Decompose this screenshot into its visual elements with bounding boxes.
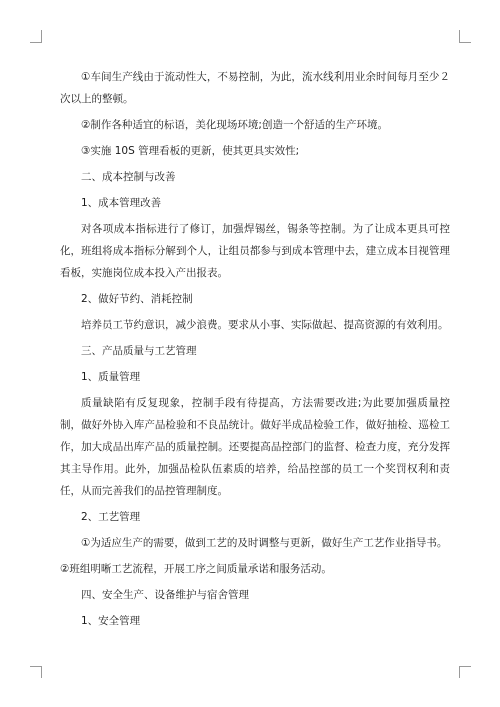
paragraph: ②制作各种适宜的标语，美化现场环境;创造一个舒适的生产环境。 — [81, 119, 388, 131]
crop-mark-top-left-h — [30, 42, 42, 43]
paragraph: 对各项成本指标进行了修订，加强焊锡丝，锡条等控制。为了让成本更具可控化，班组将成本指标分解到个人，让组员都参与到成本管理中去，建立成本目视管理看板，实施岗位成本投入产出报表。 — [60, 223, 450, 279]
paragraph: ①为适应生产的需要，做到工艺的及时调整与更新，做好生产工艺作业指导书。 — [81, 537, 448, 549]
document-page — [60, 66, 450, 636]
section-heading: 二、成本控制与改善 — [81, 171, 176, 183]
paragraph: ②班组明晰工艺流程，开展工序之间质量承诺和服务活动。 — [60, 563, 332, 575]
subsection-heading: 1、质量管理 — [81, 371, 141, 383]
subsection-heading: 1、成本管理改善 — [81, 197, 162, 209]
crop-mark-top-left-v — [41, 30, 42, 42]
subsection-heading: 2、做好节约、消耗控制 — [81, 293, 193, 305]
paragraph: 质量缺陷有反复现象，控制手段有待提高，方法需要改进;为此要加强质量控制，做好外协入库产品检验和不良品统计。做好半成品检验工作，做好抽检、巡检工作，加大成品出库产品的质量控制。还要提高品控部门的监督、检查力度，充分发挥其主导作用。此外，加强品检队伍素质的培养，给品控部的员工一个奖罚权利和责任，从而完善我们的品控管理制度。 — [60, 397, 450, 497]
subsection-heading: 1、安全管理 — [81, 615, 141, 627]
crop-mark-top-right-v — [459, 30, 460, 42]
section-heading: 四、安全生产、设备维护与宿舍管理 — [81, 589, 249, 601]
paragraph: ③实施 10S 管理看板的更新，使其更具实效性; — [81, 145, 300, 157]
crop-mark-bottom-left-v — [41, 666, 42, 678]
paragraph: 培养员工节约意识，减少浪费。要求从小事、实际做起、提高资源的有效利用。 — [81, 319, 449, 331]
section-heading: 三、产品质量与工艺管理 — [81, 345, 197, 357]
crop-mark-top-right-h — [459, 42, 471, 43]
crop-mark-bottom-right-v — [459, 666, 460, 678]
crop-mark-bottom-right-h — [459, 666, 471, 667]
paragraph: ①车间生产线由于流动性大，不易控制，为此，流水线利用业余时间每月至少２次以上的整顿。 — [60, 71, 450, 105]
subsection-heading: 2、工艺管理 — [81, 511, 141, 523]
